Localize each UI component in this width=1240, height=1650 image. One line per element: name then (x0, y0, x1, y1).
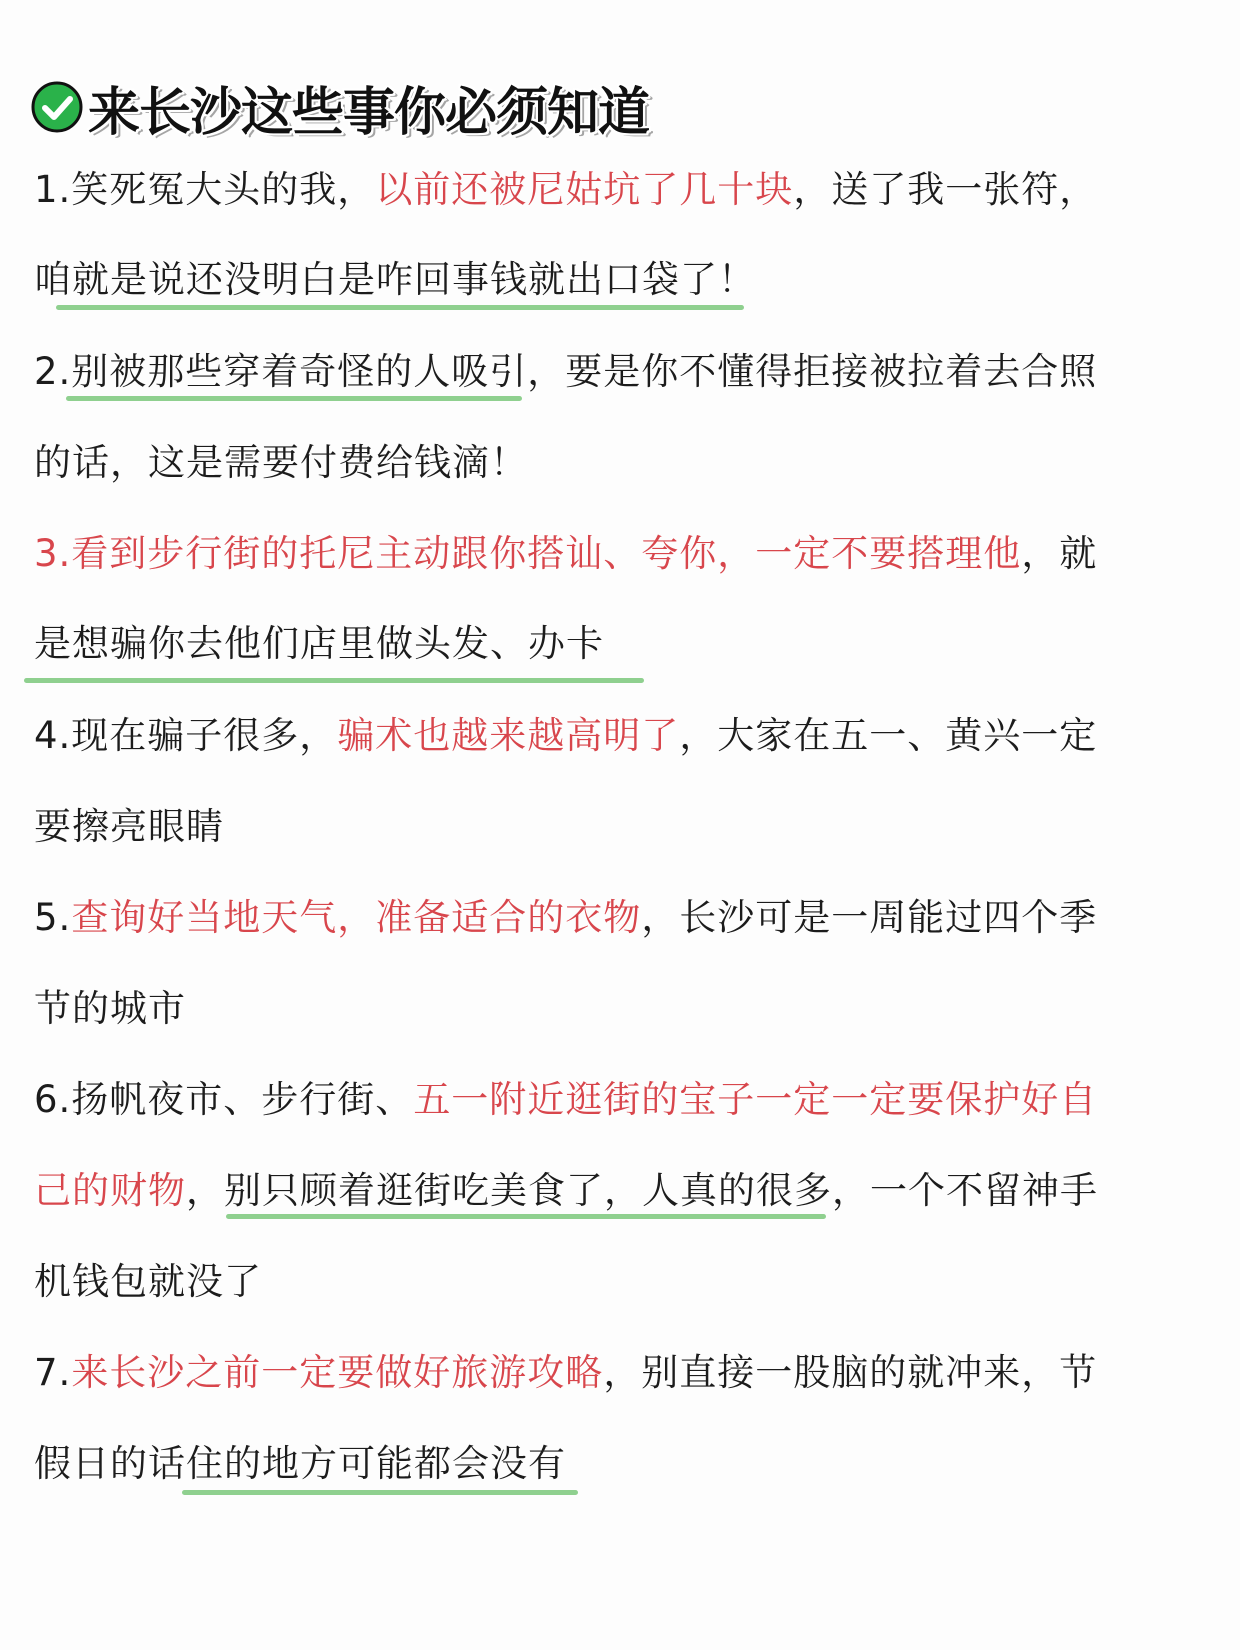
text-segment: 假日的话住的地方可能都会没有 (34, 1442, 566, 1485)
text-segment: 7. (34, 1351, 72, 1394)
text-segment: ，就 (1021, 532, 1098, 575)
highlight-text: 骗术也越来越高明了 (337, 714, 680, 757)
item-7-line-2 (34, 1432, 1214, 1496)
text-segment: ，别只顾着逛街吃美食了，人真的很多，一个不留神手 (186, 1169, 1098, 1212)
item-7-line-1 (34, 1341, 1214, 1405)
item-3-line-1 (34, 522, 1214, 586)
text-segment: 要擦亮眼睛 (34, 805, 224, 848)
text-segment: ，大家在五一、黄兴一定 (679, 714, 1098, 757)
page-title: 来长沙这些事你必须知道 (88, 82, 650, 143)
title-row (30, 72, 649, 142)
text-segment: 5. (34, 896, 72, 939)
item-4-line-1 (34, 704, 1214, 768)
highlight-text: 来长沙之前一定要做好旅游攻略 (71, 1351, 604, 1394)
text-segment: 2.别被那些穿着奇怪的人吸引，要是你不懂得拒接被拉着去合照 (34, 350, 1098, 393)
green-underline (66, 396, 522, 401)
text-segment: 4.现在骗子很多， (34, 714, 338, 757)
text-segment: ，别直接一股脑的就冲来，节 (603, 1351, 1098, 1394)
text-segment: 咱就是说还没明白是咋回事钱就出口袋了！ (34, 258, 756, 301)
green-underline (226, 1214, 826, 1219)
highlight-text: 五一附近逛街的宝子一定一定要保护好自 (413, 1078, 1098, 1121)
text-segment: 是想骗你去他们店里做头发、办卡 (34, 622, 604, 665)
item-4-line-2 (34, 795, 1214, 859)
item-5-line-1 (34, 886, 1214, 950)
item-1-line-2 (34, 248, 1214, 312)
text-segment: 6.扬帆夜市、步行街、 (34, 1078, 414, 1121)
item-6-line-3 (34, 1250, 1214, 1314)
green-underline (24, 678, 644, 683)
text-segment: ，长沙可是一周能过四个季 (641, 896, 1098, 939)
item-3-line-2 (34, 612, 1214, 676)
text-segment: 机钱包就没了 (34, 1260, 262, 1303)
green-underline (182, 1490, 578, 1495)
item-1-line-1 (34, 158, 1214, 222)
item-6-line-1 (34, 1068, 1214, 1132)
highlight-text: 3.看到步行街的托尼主动跟你搭讪、夸你，一定不要搭理他 (34, 532, 1022, 575)
text-segment: 的话，这是需要付费给钱滴！ (34, 441, 528, 484)
green-underline (56, 305, 744, 310)
item-2-line-2 (34, 431, 1214, 495)
check-circle-icon (30, 80, 84, 134)
highlight-text: 查询好当地天气，准备适合的衣物 (71, 896, 642, 939)
text-segment: ，送了我一张符， (793, 168, 1098, 211)
text-segment: 节的城市 (34, 987, 186, 1030)
highlight-text: 己的财物 (34, 1169, 186, 1212)
highlight-text: 以前还被尼姑坑了几十块 (375, 168, 794, 211)
item-2-line-1 (34, 340, 1214, 404)
text-segment: 1.笑死冤大头的我， (34, 168, 376, 211)
item-5-line-2 (34, 977, 1214, 1041)
